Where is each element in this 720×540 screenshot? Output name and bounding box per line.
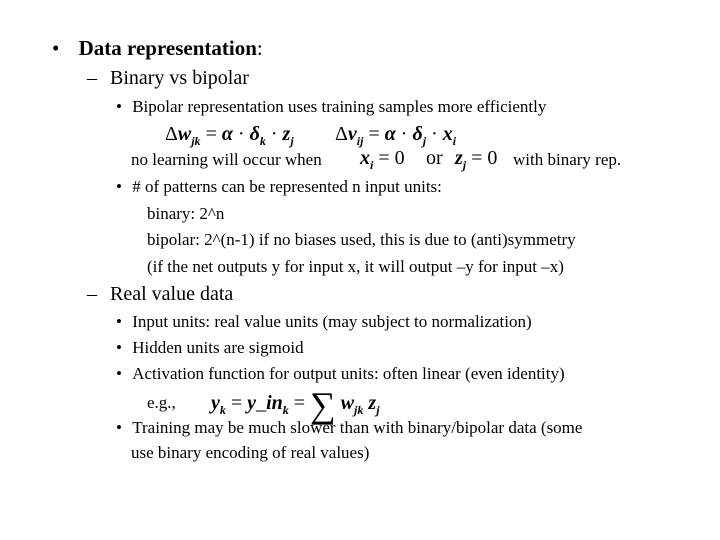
eq-value: 0 xyxy=(487,147,498,169)
eq-var: y xyxy=(247,392,257,414)
eq-sub: j xyxy=(422,134,427,148)
eq-dot: · xyxy=(270,123,278,145)
bullet-text: # of patterns can be represented n input units: xyxy=(132,177,442,196)
eq-dot: · xyxy=(431,123,438,145)
eq-var: v xyxy=(347,123,357,145)
z-zero-equation xyxy=(455,147,497,173)
eq-equals: = xyxy=(471,147,483,169)
eg-label: e.g., xyxy=(147,393,176,412)
delta-v-equation xyxy=(335,123,456,149)
eq-var: z xyxy=(455,147,463,169)
bullet-marker: • xyxy=(116,177,122,196)
level1-bullet: • xyxy=(52,36,60,60)
binary-line: binary: 2^n xyxy=(147,204,225,223)
bullet-text: Hidden units are sigmoid xyxy=(132,338,304,357)
level1-item xyxy=(52,36,263,61)
eq-var: z xyxy=(368,392,377,414)
eq-sub: k xyxy=(282,403,289,417)
bullet-text: Training may be much slower than with binary/bipolar data (some xyxy=(132,418,583,437)
eq-sub: j xyxy=(290,134,294,148)
eq-sub: ij xyxy=(356,134,364,148)
eq-delta-small: δ xyxy=(412,123,423,145)
no-learning-prefix: no learning will occur when xyxy=(131,150,322,169)
bullet-item-hidden-units xyxy=(116,338,304,358)
eq-dot: · xyxy=(237,123,245,145)
x-zero-equation xyxy=(360,147,405,173)
sum-symbol: ∑ xyxy=(310,385,336,425)
eq-equals: = xyxy=(205,123,217,145)
eq-var: x xyxy=(360,147,370,169)
eq-var: x xyxy=(442,123,453,145)
section-heading: Binary vs bipolar xyxy=(110,67,249,89)
bullet-marker: • xyxy=(116,338,122,357)
eq-sub: i xyxy=(452,134,457,148)
eq-var: w xyxy=(177,123,192,145)
section-binary-vs-bipolar xyxy=(87,67,249,90)
bullet-item-activation xyxy=(116,364,565,384)
bullet-item-input-units xyxy=(116,312,532,332)
eq-sub: k xyxy=(259,134,266,148)
eq-sub: k xyxy=(219,403,226,417)
eq-underscore: _ xyxy=(256,392,267,414)
bullet-marker: • xyxy=(116,97,122,116)
bullet-text: Input units: real value units (may subject to normalization) xyxy=(132,312,532,331)
eq-var: z xyxy=(282,123,291,145)
bullet-item-bipolar-efficiency xyxy=(116,97,546,117)
eq-equals: = xyxy=(378,147,390,169)
eq-sub: j xyxy=(376,403,380,417)
or-word: or xyxy=(426,147,443,169)
delta-symbol: Δ xyxy=(335,123,348,145)
bullet-text: Activation function for output units: often linear (even identity) xyxy=(132,364,565,383)
symmetry-note: (if the net outputs y for input x, it will output –y for input –x) xyxy=(147,257,564,276)
eq-sub: j xyxy=(462,158,467,172)
training-speed-continuation: use binary encoding of real values) xyxy=(131,443,370,462)
bullet-text: Bipolar representation uses training samples more efficiently xyxy=(132,97,547,116)
eq-dot: · xyxy=(400,123,408,145)
eq-alpha: α xyxy=(384,123,396,145)
no-learning-suffix: with binary rep. xyxy=(513,150,622,169)
bullet-marker: • xyxy=(116,418,122,437)
delta-w-equation xyxy=(165,123,294,149)
eq-sub: jk xyxy=(191,134,201,148)
bullet-marker: • xyxy=(116,364,122,383)
dash-marker: – xyxy=(87,283,97,305)
bullet-item-patterns xyxy=(116,177,442,197)
eq-sub: jk xyxy=(354,403,364,417)
eq-equals: = xyxy=(368,123,380,145)
eq-equals: = xyxy=(293,392,306,414)
dash-marker: – xyxy=(87,67,97,89)
eq-var: w xyxy=(340,392,355,414)
bullet-item-training-speed xyxy=(116,418,582,438)
delta-symbol: Δ xyxy=(165,123,178,145)
eq-equals: = xyxy=(230,392,243,414)
section-heading: Real value data xyxy=(110,283,234,305)
eq-sub: i xyxy=(370,158,374,172)
section-real-value-data xyxy=(87,283,233,306)
eq-var: y xyxy=(211,392,220,414)
eq-alpha: α xyxy=(221,123,233,145)
eq-var: in xyxy=(266,392,283,414)
level1-title: Data representation xyxy=(78,36,257,60)
bipolar-line: bipolar: 2^(n-1) if no biases used, this is due to (anti)symmetry xyxy=(147,230,576,249)
bullet-marker: • xyxy=(116,312,122,331)
eq-delta-small: δ xyxy=(249,123,260,145)
eq-value: 0 xyxy=(394,147,405,169)
level1-colon: : xyxy=(256,36,263,60)
